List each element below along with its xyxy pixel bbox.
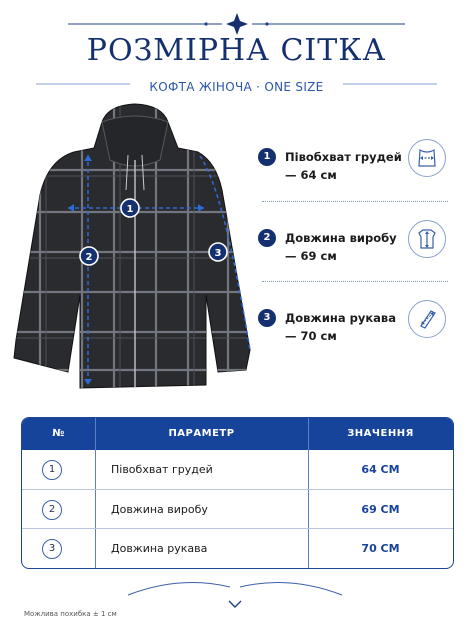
star-icon (226, 13, 248, 35)
jacket-illustration (10, 100, 260, 395)
spec-number: 3 (258, 309, 276, 327)
chest-width-icon (408, 139, 446, 177)
size-table (21, 417, 454, 569)
column-header-value: ЗНАЧЕННЯ (347, 428, 414, 439)
table-row (22, 450, 453, 490)
garment-length-icon (408, 220, 446, 258)
row-parameter: Довжина рукава (111, 542, 208, 555)
row-parameter: Півобхват грудей (111, 463, 213, 476)
page-subtitle: КОФТА ЖІНОЧА · ONE SIZE (149, 80, 324, 94)
row-parameter: Довжина виробу (111, 503, 208, 516)
table-row (22, 528, 453, 569)
marker-3 (209, 243, 227, 261)
divider (262, 281, 448, 282)
row-number: 3 (42, 539, 62, 559)
svg-text:1: 1 (126, 204, 134, 215)
spec-text: Довжина рукава — 70 см (285, 311, 396, 343)
divider (262, 201, 448, 202)
marker-2 (80, 247, 98, 265)
chevron-down-icon (229, 601, 241, 607)
svg-text:2: 2 (85, 252, 93, 263)
column-header-number: № (52, 428, 65, 439)
footer-ornament (110, 575, 360, 615)
spec-number: 2 (258, 229, 276, 247)
spec-text: Півобхват грудей — 64 см (285, 150, 402, 182)
row-value: 64 СМ (361, 463, 400, 476)
row-value: 70 СМ (361, 542, 400, 555)
sleeve-length-icon (408, 300, 446, 338)
column-header-parameter: ПАРАМЕТР (168, 428, 235, 439)
spec-text: Довжина виробу — 69 см (285, 231, 397, 263)
svg-text:3: 3 (214, 248, 222, 259)
table-row (22, 489, 453, 530)
table-header (22, 418, 453, 450)
footer-note: Можлива похибка ± 1 см (24, 610, 117, 618)
row-number: 2 (42, 500, 62, 520)
page-title: РОЗМІРНА СІТКА (86, 33, 387, 68)
row-number: 1 (42, 460, 62, 480)
marker-1 (121, 199, 139, 217)
spec-number: 1 (258, 148, 276, 166)
row-value: 69 СМ (361, 503, 400, 516)
